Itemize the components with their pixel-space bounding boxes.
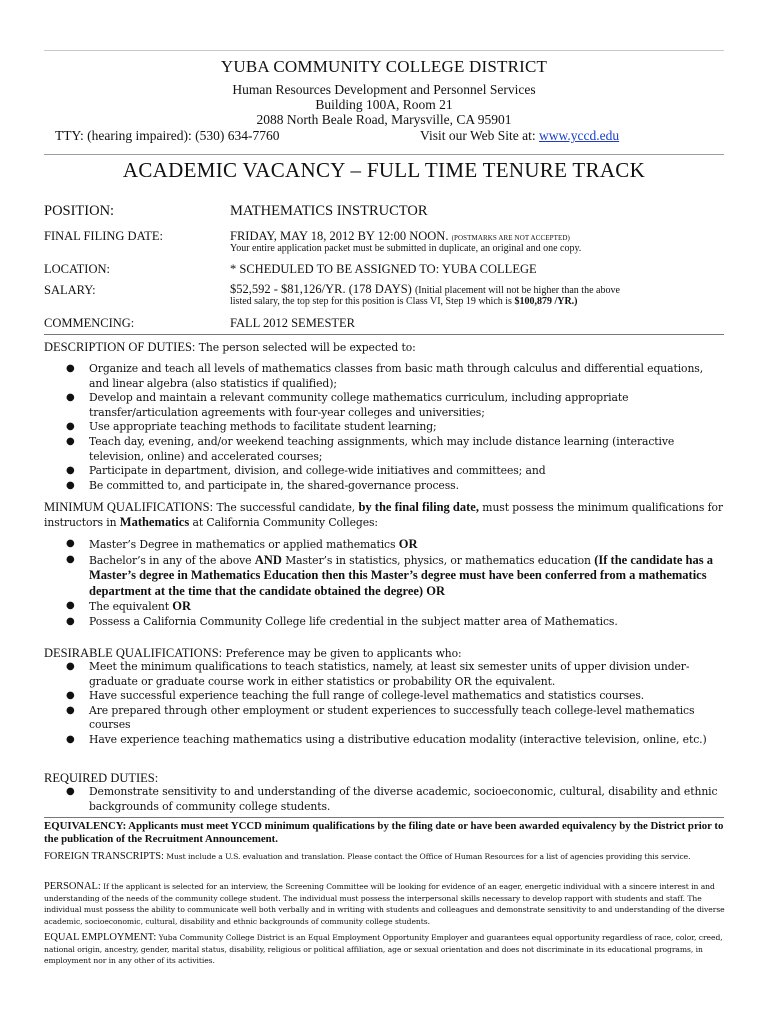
required-heading xyxy=(44,771,734,786)
minimum-item-2: ● Bachelor’s in any of the above AND Master’s in statistics, physics, or mathematics education (If the candidate has a Master’s degree in Mathematics Education then this Master’s degree must have been conferred from a mathematics department at the time that the candidate obtained the degree) OR xyxy=(66,552,713,598)
equal-employment-note xyxy=(44,932,726,967)
duty-item-6 xyxy=(44,479,724,494)
salary-step-text: listed salary, the top step for this position is Class VI, Step 19 which is xyxy=(230,296,512,307)
details-divider xyxy=(44,334,724,335)
bullet-icon: ● xyxy=(66,392,75,404)
required-item-text: Demonstrate sensitivity to and understanding of the diverse academic, socioeconomic, cultural, disability and ethnic backgrounds of community college students. xyxy=(89,785,718,813)
duty-item-1 xyxy=(44,362,724,391)
bullet-icon: ● xyxy=(66,479,75,491)
minimum-intro-deadline: by the final filing date, xyxy=(358,500,479,514)
personal-note xyxy=(44,881,726,927)
filing-date-label: FINAL FILING DATE: xyxy=(44,229,163,243)
duty-item-text: Be committed to, and participate in, the shared-governance process. xyxy=(89,478,459,492)
desirable-item-text: Meet the minimum qualifications to teach statistics, namely, at least six semester units of upper division under-graduate or graduate course work in either statistics or probability OR the equivalent. xyxy=(89,660,690,688)
salary-step-note xyxy=(230,296,578,307)
minimum-heading xyxy=(44,500,734,530)
desirable-item-3 xyxy=(44,704,724,733)
salary-row xyxy=(230,282,620,297)
minimum-item-3: ● The equivalent OR xyxy=(66,599,192,614)
vacancy-title: ACADEMIC VACANCY – FULL TIME TENURE TRACK xyxy=(122,158,646,182)
website-label: Visit our Web Site at: xyxy=(420,128,536,143)
position-label: POSITION: xyxy=(44,203,115,219)
minimum-item-4: ● Possess a California Community College life credential in the subject matter area of Mathematics. xyxy=(66,614,618,628)
required-heading-text: REQUIRED DUTIES: xyxy=(44,771,159,785)
desirable-heading xyxy=(44,646,734,661)
foreign-transcripts xyxy=(44,851,726,863)
foreign-lead: FOREIGN TRANSCRIPTS: xyxy=(44,851,164,862)
duty-item-text: Teach day, evening, and/or weekend teaching assignments, which may include distance learning (interactive television, online) and accelerated courses; xyxy=(89,434,675,463)
duty-item-text: Participate in department, division, and college-wide initiatives and committees; and xyxy=(89,464,546,478)
minimum-intro-c: must possess the minimum qualifications for instructors in xyxy=(44,501,723,529)
minimum-intro-subject: Mathematics xyxy=(119,515,190,529)
salary-label: SALARY: xyxy=(44,283,96,297)
salary-top-step: $100,879 /YR.) xyxy=(514,296,578,307)
salary-value: $52,592 - $81,126/YR. (178 DAYS) xyxy=(230,282,412,296)
bullet-icon: ● xyxy=(66,786,75,797)
desirable-item-text: Have experience teaching mathematics using a distributive education modality (interactive television, online, etc.) xyxy=(89,732,707,746)
personal-lead: PERSONAL: xyxy=(44,881,101,892)
foreign-text: Must include a U.S. evaluation and translation. Please contact the Office of Human Resources for a list of agencies providing this service. xyxy=(163,852,691,861)
duty-item-4 xyxy=(44,435,724,464)
location-label: LOCATION: xyxy=(44,262,110,276)
duty-item-5 xyxy=(44,464,724,479)
minimum-heading-text: MINIMUM QUALIFICATIONS: xyxy=(44,500,214,514)
duties-heading-text: DESCRIPTION OF DUTIES: xyxy=(44,340,196,354)
minimum-intro-e: at California Community Colleges: xyxy=(189,516,378,529)
filing-instructions: Your entire application packet must be submitted in duplicate, an original and one copy. xyxy=(230,243,582,254)
header-divider xyxy=(44,154,724,155)
tty-phone: TTY: (hearing impaired): (530) 634-7760 xyxy=(55,128,280,143)
district-title: YUBA COMMUNITY COLLEGE DISTRICT xyxy=(220,57,548,76)
commencing-label: COMMENCING: xyxy=(44,316,135,330)
bullet-icon: ● xyxy=(66,661,75,672)
duties-heading xyxy=(44,340,734,355)
location-value: * SCHEDULED TO BE ASSIGNED TO: YUBA COLLEGE xyxy=(230,262,537,276)
desirable-list xyxy=(44,660,724,748)
desirable-item-1 xyxy=(44,660,724,689)
duty-item-text: Organize and teach all levels of mathematics classes from basic math through calculus and differential equations, and linear algebra (also statistics if qualified); xyxy=(89,362,704,390)
bullet-icon: ● xyxy=(66,690,75,702)
duty-item-2 xyxy=(44,391,724,420)
filing-date-row xyxy=(230,229,570,244)
required-list xyxy=(44,785,724,814)
minimum-list xyxy=(44,537,724,630)
bullet-icon: ● xyxy=(66,465,75,477)
top-rule xyxy=(44,50,724,51)
personal-text: If the applicant is selected for an interview, the Screening Committee will be looking for evidence of an eager, energetic individual with a sincere interest in and understanding of the needs of the community college student. The individual must possess the interpersonal skills necessary to develop rapport with students and staff. The individual must possess the ability to communicate well both verbally and in writing with students and colleagues and demonstrate sensitivity to and understanding of the diverse academic, socioeconomic, cultural, disability and ethnic backgrounds of community college students. xyxy=(44,882,725,926)
desirable-intro: Preference may be given to applicants who: xyxy=(222,647,462,660)
filing-date-value: FRIDAY, MAY 18, 2012 BY 12:00 NOON. xyxy=(230,229,449,243)
desirable-item-4 xyxy=(44,733,724,748)
salary-note: (Initial placement will not be higher than the above xyxy=(414,285,620,296)
street-address: 2088 North Beale Road, Marysville, CA 95901 xyxy=(256,112,512,127)
duties-intro: The person selected will be expected to: xyxy=(195,341,416,354)
equal-text: Yuba Community College District is an Equal Employment Opportunity Employer and guarantees equal opportunity regardless of race, color, creed, national origin, ancestry, gender, marital status, disability, religious or political affiliation, age or sexual orientation and does not discriminate in its educational programs, in employment nor in any other of its activities. xyxy=(44,933,723,965)
desirable-item-2 xyxy=(44,689,724,704)
department-name: Human Resources Development and Personnel Services xyxy=(232,82,536,97)
bullet-icon: ● xyxy=(66,421,75,433)
website-link[interactable]: www.yccd.edu xyxy=(538,128,620,143)
bullet-icon: ● xyxy=(66,435,75,447)
minimum-intro-a: The successful candidate, xyxy=(213,501,359,514)
duty-item-3 xyxy=(44,420,724,435)
duty-item-text: Develop and maintain a relevant community college mathematics curriculum, including appropriate transfer/articulation agreements with four-year colleges and universities; xyxy=(89,391,629,419)
building-room: Building 100A, Room 21 xyxy=(315,97,453,112)
desirable-item-text: Have successful experience teaching the full range of college-level mathematics and statistics courses. xyxy=(89,689,645,703)
footer-divider xyxy=(44,817,724,818)
required-item-1 xyxy=(44,785,724,814)
position-value: MATHEMATICS INSTRUCTOR xyxy=(230,203,428,219)
minimum-item-1: ● Master’s Degree in mathematics or applied mathematics OR xyxy=(66,537,418,551)
duties-list xyxy=(44,362,724,493)
bullet-icon: ● xyxy=(66,363,75,374)
bullet-icon: ● xyxy=(66,733,75,745)
website-row xyxy=(420,128,619,144)
commencing-value: FALL 2012 SEMESTER xyxy=(230,316,356,330)
desirable-item-text: Are prepared through other employment or student experiences to successfully teach college-level mathematics courses xyxy=(89,703,695,732)
equal-lead: EQUAL EMPLOYMENT: xyxy=(44,932,157,943)
postmark-note: (POSTMARKS ARE NOT ACCEPTED) xyxy=(451,234,570,242)
duty-item-text: Use appropriate teaching methods to facilitate student learning; xyxy=(89,420,437,434)
bullet-icon: ● xyxy=(66,704,75,716)
desirable-heading-text: DESIRABLE QUALIFICATIONS: xyxy=(44,646,223,660)
equivalency-note: EQUIVALENCY: Applicants must meet YCCD minimum qualifications by the filing date or have been awarded equivalency by the District prior to the publication of the Recruitment Announcement. xyxy=(44,820,724,845)
